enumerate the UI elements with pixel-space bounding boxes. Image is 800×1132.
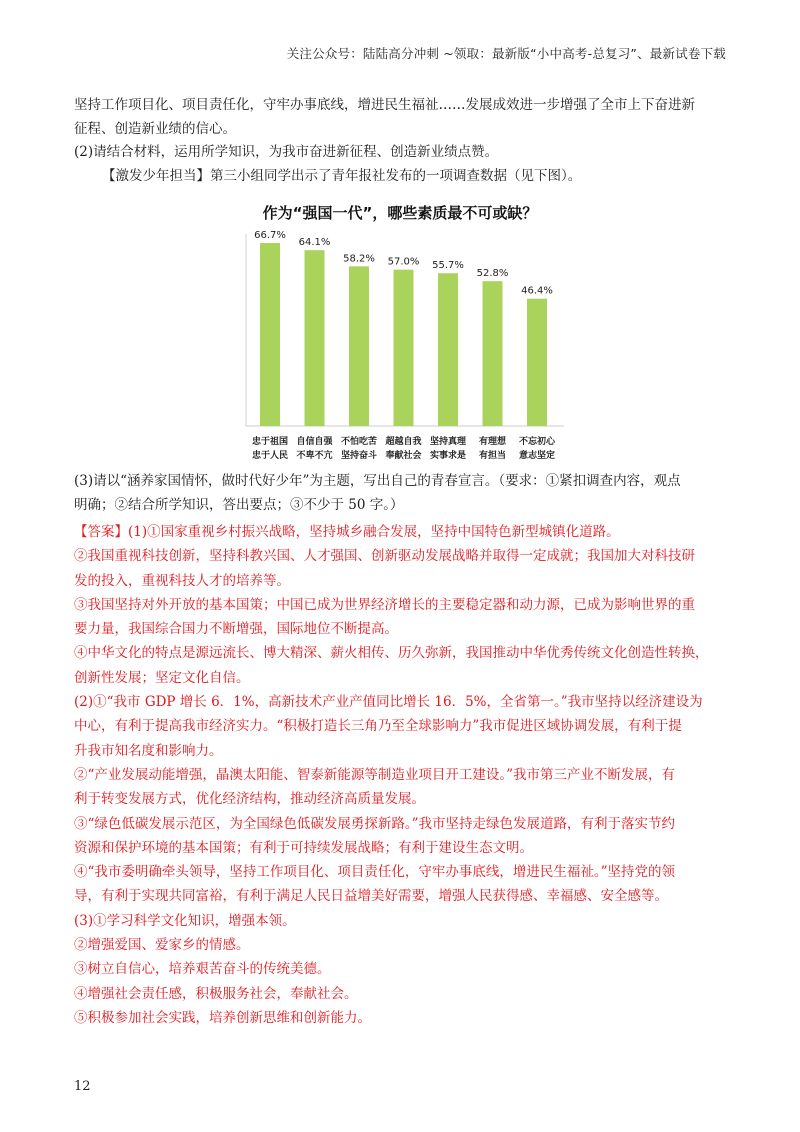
answer-line [74,520,724,544]
answer-line: (3)①学习科学文化知识，增强本领。 [74,912,296,929]
bar-value-label-1: 64.1% [298,237,331,249]
answer-line: ⑤积极参加社会实践，培养创新思维和创新能力。 [74,1009,371,1026]
answer-line: 创新性发展；坚定文化自信。 [74,669,250,686]
category-label-3-0: 超越自我 [385,437,422,447]
answer-line: ②我国重视科技创新，坚持科教兴国、人才强国、创新驱动发展战略并取得一定成就；我国加大对科技研 [74,548,695,565]
question-block [74,94,724,188]
category-label-5-0: 有理想 [478,437,507,447]
answer-line: ④增强社会责任感，积极服务社会，奉献社会。 [74,985,358,1002]
question-3-block [74,470,724,517]
answer-line: ②增强爱国、爱家乡的情感。 [74,937,250,954]
bar-6 [527,299,547,426]
answer-line: ②“产业发展动能增强，晶澳太阳能、智泰新能源等制造业项目开工建设。”我市第三产业不断发展，有 [74,766,676,783]
bar-0 [260,243,280,426]
survey-bar-chart [228,198,572,468]
answer-line-text: (1)①国家重视乡村振兴战略，坚持城乡融合发展，坚持中国特色新型城镇化道路。 [128,524,620,540]
answer-line: ③我国坚持对外开放的基本国策；中国已成为世界经济增长的主要稳定器和动力源，已成为影响世界的重 [74,596,695,613]
category-label-2-0: 不怕吃苦 [340,437,378,447]
answer-line: 资源和保护环境的基本国策；有利于可持续发展战略；有利于建设生态文明。 [74,839,533,856]
answer-line: (2)①“我市 GDP 增长 6．1%，高新技术产业产值同比增长 16．5%，全省第一。”我市坚持以经济建设为 [74,694,703,711]
bar-value-label-2: 58.2% [343,253,375,265]
category-label-4-0: 坚持真理 [429,437,467,447]
answer-line: ③树立自信心，培养艰苦奋斗的传统美德。 [74,961,331,978]
bar-value-label-4: 55.7% [432,260,464,272]
answer-line: ③“绿色低碳发展示范区，为全国绿色低碳发展勇探新路。”我市坚持走绿色发展道路，有利于落实节约 [74,815,676,832]
answer-line: 中心，有利于提高我市经济实力。“积极打造长三角乃至全球影响力”我市促进区域协调发展，有利于提 [74,718,682,735]
bar-4 [438,273,458,426]
question-3-line-1: (3)请以“涵养家国情怀，做时代好少年”为主题，写出自己的青春宣言。（要求：①紧扣调查内容，观点 [74,473,681,489]
bar-value-label-6: 46.4% [521,285,553,297]
material-line-1: 坚持工作项目化、项目责任化，守牢办事底线，增进民生福祉……发展成效进一步增强了全市上下奋进新 [74,97,695,113]
bar-5 [483,281,503,426]
bar-3 [394,270,414,426]
bar-2 [349,266,369,426]
bar-value-label-3: 57.0% [387,256,420,268]
category-label-6-0: 不忘初心 [518,437,556,447]
material-line-2: 征程、创造新业绩的信心。 [74,120,236,137]
answer-line: 发的投入，重视科技人才的培养等。 [74,572,290,589]
answer-line: ④中华文化的特点是源远流长、博大精深、薪火相传、历久弥新，我国推动中华优秀传统文化创造性转换， [74,645,709,662]
category-label-1-0: 自信自强 [296,437,333,447]
section-intro: 【激发少年担当】第三小组同学出示了青年报社发布的一项调查数据（见下图）。 [102,167,582,184]
category-label-4-1: 实事求是 [429,451,467,461]
question-3-line-2: 明确；②结合所学知识，答出要点；③不少于 50 字。） [74,496,404,513]
answer-line: ④“我市委明确牵头领导，坚持工作项目化、项目责任化，守牢办事底线，增进民生福祉。”坚持党的领 [74,864,676,881]
category-label-0-0: 忠于祖国 [251,437,289,447]
answer-block [74,520,724,1030]
answer-line: 升我市知名度和影响力。 [74,742,223,759]
question-2: (2)请结合材料，运用所学知识，为我市奋进新征程、创造新业绩点赞。 [74,144,499,160]
category-label-0-1: 忠于人民 [251,451,289,461]
answer-line: 导，有利于实现共同富裕，有利于满足人民日益增美好需要，增强人民获得感、幸福感、安全感等。 [74,888,668,905]
chart-title: 作为“强国一代”，哪些素质最不可或缺？ [262,204,538,222]
answer-line: 要力量，我国综合国力不断增强，国际地位不断提高。 [74,621,398,638]
category-label-3-1: 奉献社会 [385,451,422,461]
answer-tag: 【答案】 [74,524,128,540]
page-number: 12 [74,1079,91,1094]
category-label-1-1: 不卑不亢 [296,451,333,461]
bar-value-label-5: 52.8% [476,268,509,280]
category-label-6-1: 意志坚定 [518,451,556,461]
bar-1 [305,250,325,426]
bar-value-label-0: 66.7% [254,230,286,242]
answer-line: 利于转变发展方式，优化经济结构，推动经济高质量发展。 [74,791,425,808]
page-header: 关注公众号：陆陆高分冲刺 ~领取：最新版“小中高考-总复习”、最新试卷下载 [286,46,726,61]
category-label-5-1: 有担当 [478,451,507,461]
category-label-2-1: 坚持奋斗 [340,451,378,461]
